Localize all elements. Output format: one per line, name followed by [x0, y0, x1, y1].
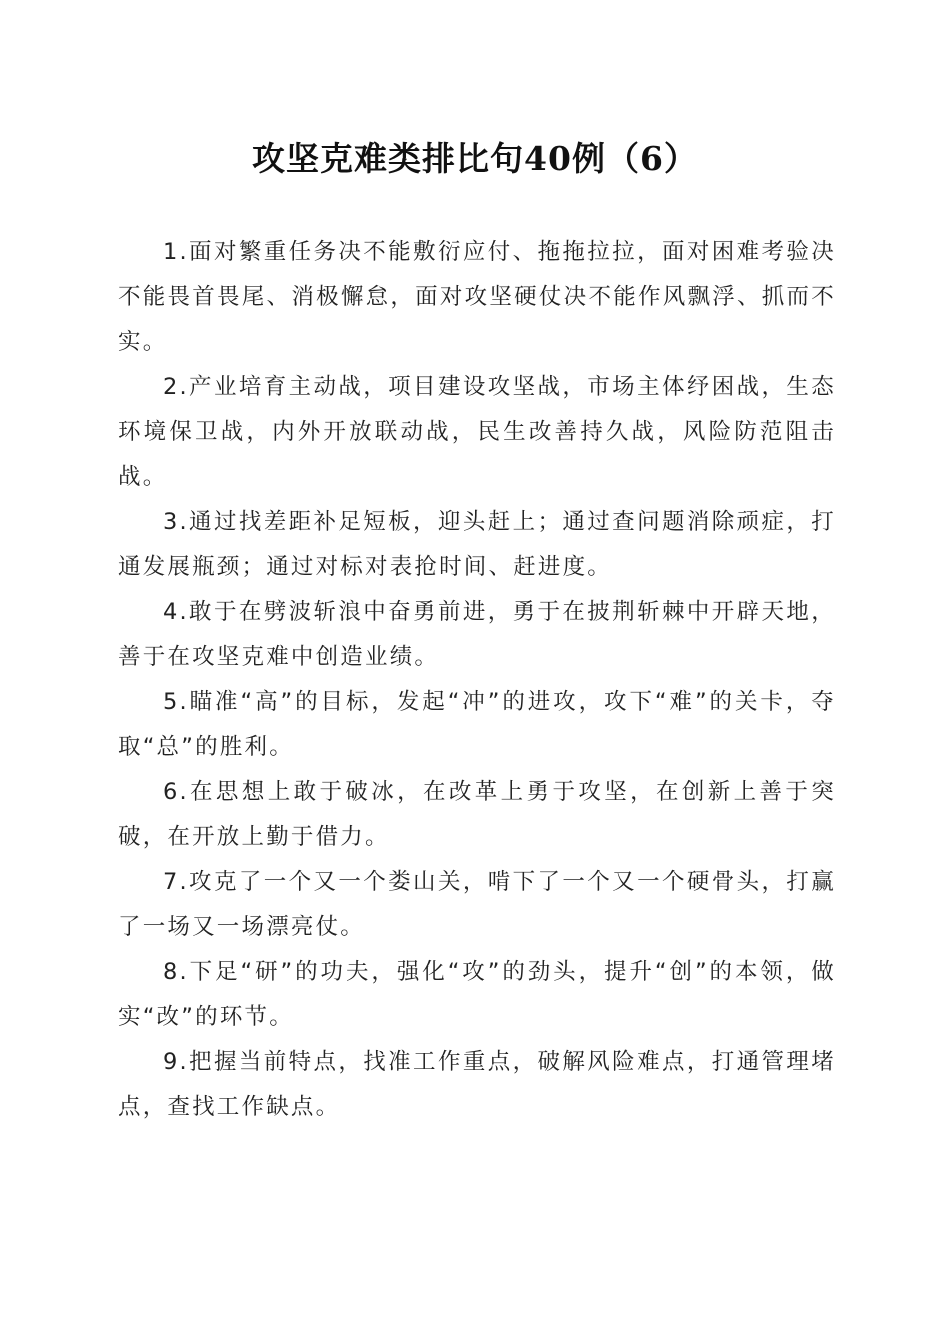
list-item: 5.瞄准“高”的目标，发起“冲”的进攻，攻下“难”的关卡，夺取“总”的胜利。: [118, 689, 836, 760]
list-item: 7.攻克了一个又一个娄山关，啃下了一个又一个硬骨头，打赢了一场又一场漂亮仗。: [118, 869, 836, 940]
list-item: 9.把握当前特点，找准工作重点，破解风险难点，打通管理堵点，查找工作缺点。: [118, 1049, 836, 1120]
list-item: 8.下足“研”的功夫，强化“攻”的劲头，提升“创”的本领，做实“改”的环节。: [118, 959, 836, 1030]
list-item: 2.产业培育主动战，项目建设攻坚战，市场主体纾困战，生态环境保卫战，内外开放联动战，民生改善持久战，风险防范阻击战。: [118, 374, 836, 490]
document-title: 攻坚克难类排比句40例（6）: [252, 139, 698, 178]
list-item: 1.面对繁重任务决不能敷衍应付、拖拖拉拉，面对困难考验决不能畏首畏尾、消极懈怠，面对攻坚硬仗决不能作风飘浮、抓而不实。: [118, 239, 836, 355]
list-item: 6.在思想上敢于破冰，在改革上勇于攻坚，在创新上善于突破，在开放上勤于借力。: [118, 779, 836, 850]
list-item: 3.通过找差距补足短板，迎头赶上；通过查问题消除顽症，打通发展瓶颈；通过对标对表抢时间、赶进度。: [118, 509, 836, 580]
list-item: 4.敢于在劈波斩浪中奋勇前进，勇于在披荆斩棘中开辟天地，善于在攻坚克难中创造业绩。: [118, 599, 836, 670]
document-body: [118, 230, 836, 1130]
